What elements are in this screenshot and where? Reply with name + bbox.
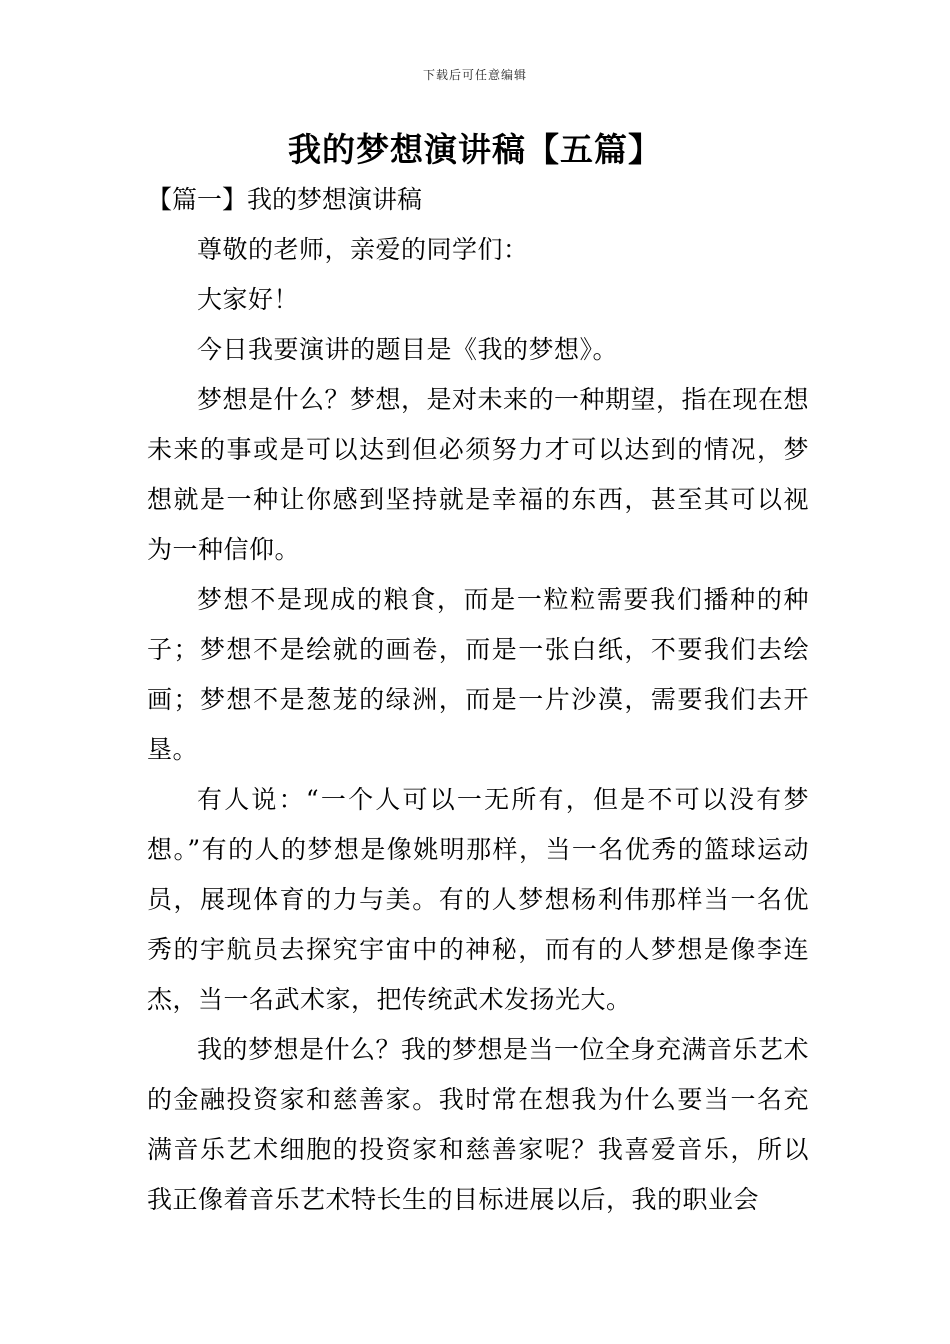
paragraph-salutation: 尊敬的老师，亲爱的同学们： [197,235,529,264]
header-note: 下载后可任意编辑 [422,68,527,82]
paragraph-what-is-dream: 梦想是什么？梦想，是对未来的一种期望，指在现在想未来的事或是可以达到但必须努力才可以达到的情况，梦想就是一种让你感到坚持就是幸福的东西，甚至其可以视为一种信仰。 [147,385,810,564]
paragraph-examples: 有人说：“一个人可以一无所有，但是不可以没有梦想。”有的人的梦想是像姚明那样，当一名优秀的篮球运动员，展现体育的力与美。有的人梦想杨利伟那样当一名优秀的宇航员去探究宇宙中的神秘，而有的人梦想是像李连杰，当一名武术家，把传统武术发扬光大。 [147,785,809,1014]
paragraph-greeting: 大家好！ [197,285,300,314]
paragraph-dream-metaphor: 梦想不是现成的粮食，而是一粒粒需要我们播种的种子；梦想不是绘就的画卷，而是一张白纸，不要我们去绘画；梦想不是葱茏的绿洲，而是一片沙漠，需要我们去开垦。 [147,585,809,764]
document-title: 我的梦想演讲稿【五篇】 [288,130,662,169]
paragraph-my-dream: 我的梦想是什么？我的梦想是当一位全身充满音乐艺术的金融投资家和慈善家。我时常在想我为什么要当一名充满音乐艺术细胞的投资家和慈善家呢？我喜爱音乐，所以我正像着音乐艺术特长生的目标进展以后，我的职业会 [147,1035,810,1214]
body-text [147,225,809,1225]
section-heading: 【篇一】我的梦想演讲稿 [147,185,423,214]
paragraph-topic: 今日我要演讲的题目是《我的梦想》。 [197,335,619,364]
